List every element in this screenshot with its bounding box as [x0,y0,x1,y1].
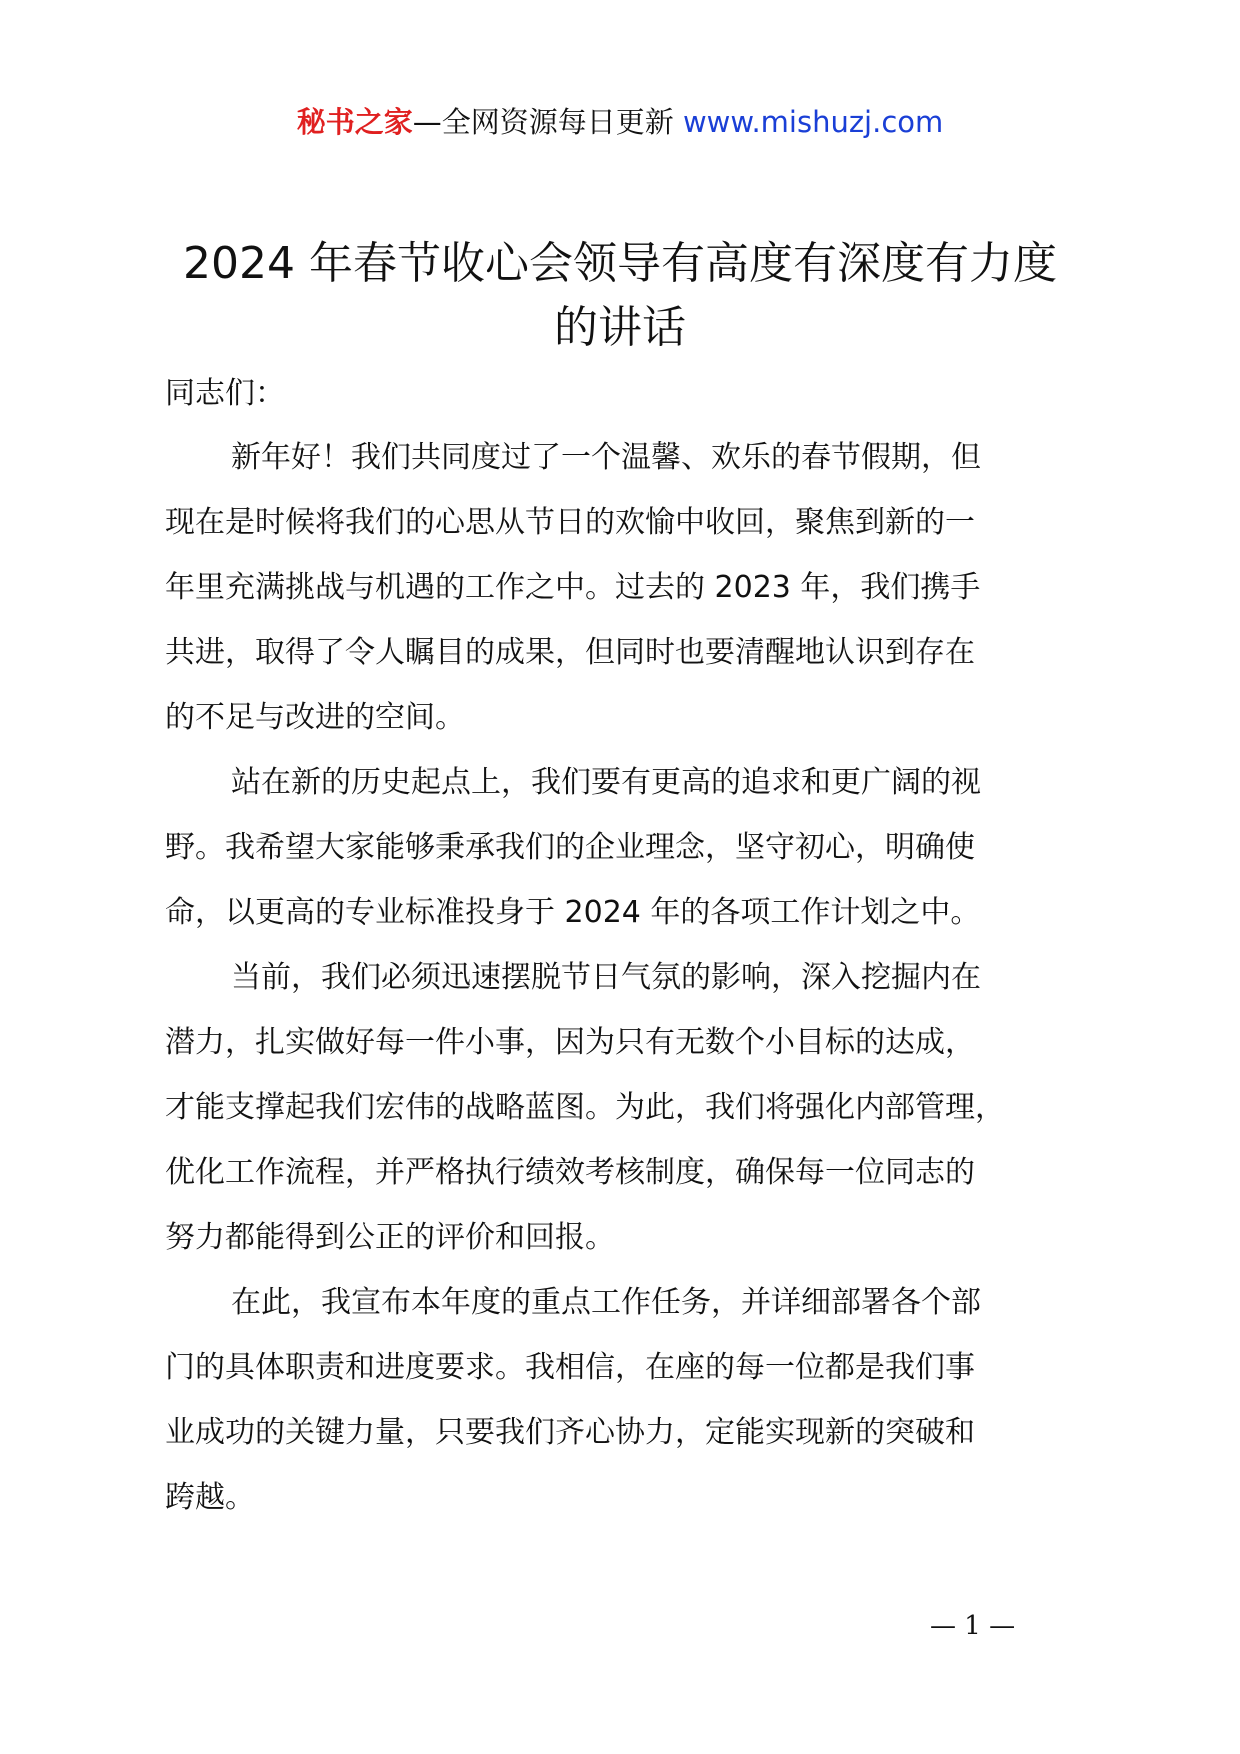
paragraph [165,1281,1105,1541]
text-line: 的不足与改进的空间。 [165,700,465,735]
text-line: 当前，我们必须迅速摆脱节日气氛的影响，深入挖掘内在 [231,960,981,995]
text-line: 现在是时候将我们的心思从节日的欢愉中收回，聚焦到新的一 [165,505,975,540]
site-header [0,102,1240,142]
speech-body [165,436,1105,1541]
text-line: 门的具体职责和进度要求。我相信，在座的每一位都是我们事 [165,1350,975,1385]
text-line: 站在新的历史起点上，我们要有更高的追求和更广阔的视 [231,765,981,800]
text-line: 命，以更高的专业标准投身于 2024 年的各项工作计划之中。 [165,895,981,930]
brand-name: 秘书之家 [296,105,413,139]
text-line: 野。我希望大家能够秉承我们的企业理念，坚守初心，明确使 [165,830,975,865]
text-line: 业成功的关键力量，只要我们齐心协力，定能实现新的突破和 [165,1415,975,1450]
text-line: 在此，我宣布本年度的重点工作任务，并详细部署各个部 [231,1285,981,1320]
salutation: 同志们： [165,376,285,411]
header-tagline: —全网资源每日更新 [412,105,683,139]
document-title [140,232,1100,360]
title-line: 的讲话 [554,302,686,353]
text-line: 努力都能得到公正的评价和回报。 [165,1220,615,1255]
text-line: 共进，取得了令人瞩目的成果，但同时也要清醒地认识到存在 [165,635,975,670]
paragraph [165,956,1105,1281]
page-number: — 1 — [930,1611,1016,1641]
text-line: 潜力，扎实做好每一件小事，因为只有无数个小目标的达成， [165,1025,975,1060]
text-line: 才能支撑起我们宏伟的战略蓝图。为此，我们将强化内部管理， [165,1090,1005,1125]
paragraph [165,436,1105,761]
text-line: 年里充满挑战与机遇的工作之中。过去的 2023 年，我们携手 [165,570,981,605]
text-line: 优化工作流程，并严格执行绩效考核制度，确保每一位同志的 [165,1155,975,1190]
text-line: 跨越。 [165,1480,255,1515]
website-url[interactable]: www.mishuzj.com [682,105,944,139]
text-line: 新年好！我们共同度过了一个温馨、欢乐的春节假期，但 [231,440,981,475]
title-line: 2024 年春节收心会领导有高度有深度有力度 [183,238,1057,289]
paragraph [165,761,1105,956]
